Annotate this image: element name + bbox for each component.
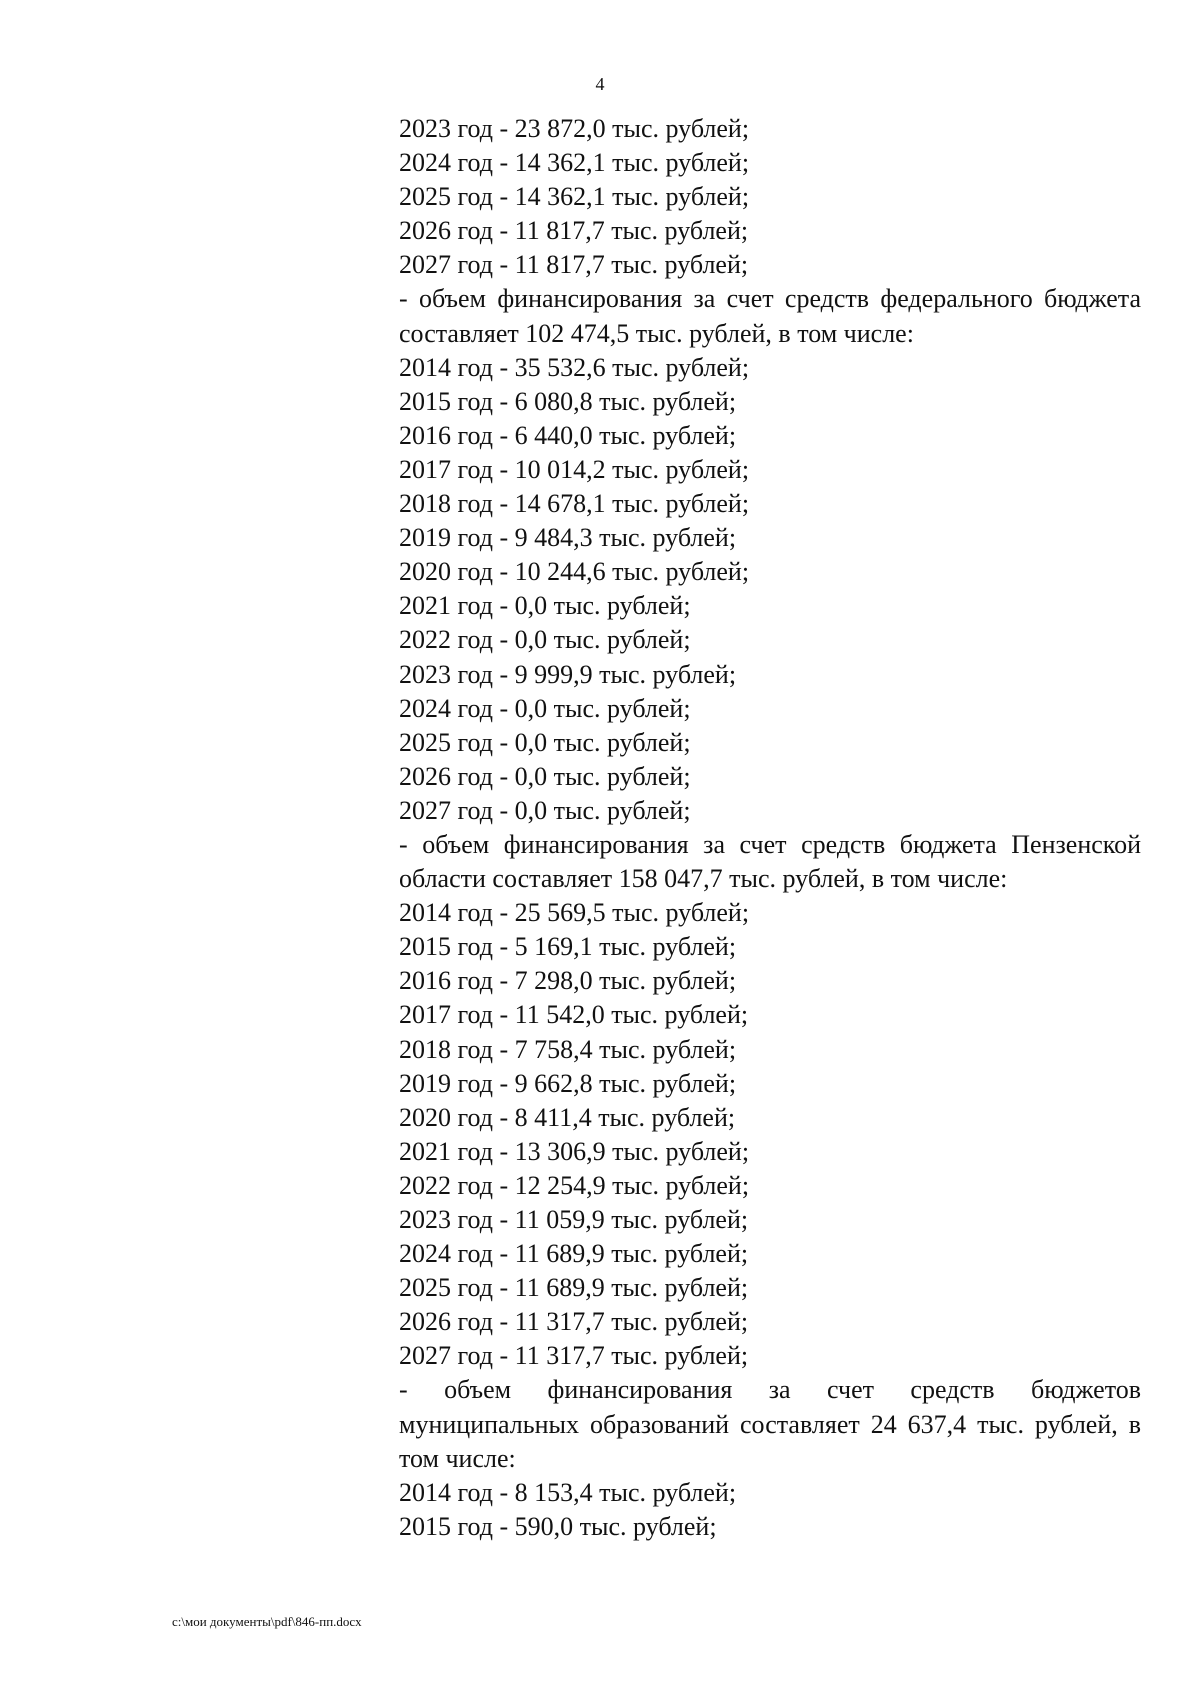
penza-funding-line: 2014 год - 25 569,5 тыс. рублей; bbox=[399, 898, 750, 928]
funding-line: 2024 год - 14 362,1 тыс. рублей; bbox=[399, 148, 750, 178]
municipal-funding-intro: - объем финансирования за счет средств бюджетов муниципальных образований составляет 24 637,4 тыс. рублей, в том числе: bbox=[399, 1375, 1141, 1473]
federal-funding-line: 2026 год - 0,0 тыс. рублей; bbox=[399, 761, 691, 791]
penza-funding-line: 2016 год - 7 298,0 тыс. рублей; bbox=[399, 966, 737, 996]
funding-line: 2026 год - 11 817,7 тыс. рублей; bbox=[399, 216, 749, 246]
funding-line: 2023 год - 23 872,0 тыс. рублей; bbox=[399, 114, 750, 143]
federal-funding-line: 2018 год - 14 678,1 тыс. рублей; bbox=[399, 489, 750, 519]
federal-funding-line: 2024 год - 0,0 тыс. рублей; bbox=[399, 693, 691, 723]
federal-funding-line: 2019 год - 9 484,3 тыс. рублей; bbox=[399, 523, 737, 553]
federal-funding-line: 2014 год - 35 532,6 тыс. рублей; bbox=[399, 352, 750, 382]
penza-funding-line: 2020 год - 8 411,4 тыс. рублей; bbox=[399, 1102, 736, 1132]
penza-funding-line: 2027 год - 11 317,7 тыс. рублей; bbox=[399, 1341, 749, 1371]
federal-funding-line: 2020 год - 10 244,6 тыс. рублей; bbox=[399, 557, 750, 587]
federal-funding-line: 2015 год - 6 080,8 тыс. рублей; bbox=[399, 386, 737, 416]
federal-funding-intro: - объем финансирования за счет средств федерального бюджета составляет 102 474,5 тыс. рублей, в том числе: bbox=[399, 284, 1141, 348]
penza-funding-line: 2024 год - 11 689,9 тыс. рублей; bbox=[399, 1239, 749, 1269]
penza-funding-line: 2022 год - 12 254,9 тыс. рублей; bbox=[399, 1170, 750, 1200]
penza-funding-line: 2019 год - 9 662,8 тыс. рублей; bbox=[399, 1068, 737, 1098]
document-body bbox=[399, 112, 1141, 1544]
federal-funding-line: 2022 год - 0,0 тыс. рублей; bbox=[399, 625, 691, 655]
file-path-footer: c:\мои документы\pdf\846-пп.docx bbox=[172, 1614, 362, 1629]
penza-funding-line: 2026 год - 11 317,7 тыс. рублей; bbox=[399, 1307, 749, 1337]
penza-funding-line: 2021 год - 13 306,9 тыс. рублей; bbox=[399, 1136, 750, 1166]
municipal-funding-line: 2015 год - 590,0 тыс. рублей; bbox=[399, 1511, 717, 1541]
federal-funding-line: 2017 год - 10 014,2 тыс. рублей; bbox=[399, 454, 750, 484]
page-number: 4 bbox=[595, 74, 605, 94]
penza-funding-line: 2017 год - 11 542,0 тыс. рублей; bbox=[399, 1000, 749, 1030]
federal-funding-line: 2016 год - 6 440,0 тыс. рублей; bbox=[399, 420, 737, 450]
penza-funding-intro: - объем финансирования за счет средств бюджета Пензенской области составляет 158 047,7 тыс. рублей, в том числе: bbox=[399, 829, 1141, 894]
funding-line: 2025 год - 14 362,1 тыс. рублей; bbox=[399, 182, 750, 212]
federal-funding-line: 2023 год - 9 999,9 тыс. рублей; bbox=[399, 659, 737, 689]
federal-funding-line: 2021 год - 0,0 тыс. рублей; bbox=[399, 591, 691, 621]
funding-line: 2027 год - 11 817,7 тыс. рублей; bbox=[399, 250, 749, 280]
penza-funding-line: 2015 год - 5 169,1 тыс. рублей; bbox=[399, 932, 737, 962]
federal-funding-line: 2025 год - 0,0 тыс. рублей; bbox=[399, 727, 691, 757]
penza-funding-line: 2023 год - 11 059,9 тыс. рублей; bbox=[399, 1205, 749, 1234]
penza-funding-line: 2025 год - 11 689,9 тыс. рублей; bbox=[399, 1273, 749, 1303]
penza-funding-line: 2018 год - 7 758,4 тыс. рублей; bbox=[399, 1034, 737, 1064]
federal-funding-line: 2027 год - 0,0 тыс. рублей; bbox=[399, 795, 691, 825]
municipal-funding-line: 2014 год - 8 153,4 тыс. рублей; bbox=[399, 1477, 737, 1507]
